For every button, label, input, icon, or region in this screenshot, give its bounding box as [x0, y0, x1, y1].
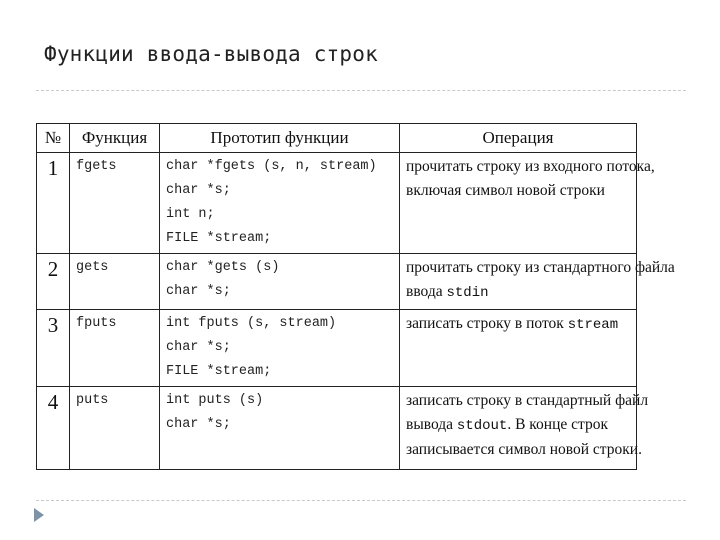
- prototype-line: char *s;: [166, 340, 231, 355]
- slide-title: Функции ввода-вывода строк: [44, 42, 378, 66]
- prototype-line: char *s;: [166, 417, 231, 432]
- operation-line: включая символ новой строки: [406, 182, 605, 199]
- operation-text: вывода: [406, 416, 457, 433]
- operation-line: [406, 413, 630, 438]
- top-divider: [36, 90, 686, 91]
- table-header-row: [37, 124, 637, 153]
- table-row: [37, 310, 637, 387]
- header-function: Функция: [70, 124, 160, 153]
- operation-description: [400, 153, 655, 254]
- operation-text: записать строку в поток: [406, 315, 568, 332]
- prototype-line: int puts (s): [166, 393, 264, 408]
- function-prototype: [160, 254, 400, 310]
- operation-line: записывается символ новой строки.: [406, 441, 642, 458]
- operation-line: прочитать строку из стандартного файла: [406, 259, 675, 276]
- row-number: 2: [37, 254, 70, 310]
- operation-code: stdout: [456, 418, 508, 434]
- triangle-bullet-icon: [34, 508, 44, 522]
- row-number: 4: [37, 387, 70, 470]
- prototype-line: char *gets (s): [166, 260, 280, 275]
- operation-line: [406, 312, 630, 337]
- operation-code: stream: [567, 317, 619, 333]
- header-operation: Операция: [400, 124, 637, 153]
- operation-description: [400, 387, 649, 470]
- table-row: [37, 387, 637, 470]
- operation-line: записать строку в стандартный файл: [406, 392, 649, 409]
- header-prototype: Прототип функции: [160, 124, 400, 153]
- row-number: 1: [37, 153, 70, 254]
- bottom-divider: [36, 500, 686, 501]
- function-name: puts: [70, 387, 160, 470]
- operation-description: [400, 310, 637, 387]
- function-name: fputs: [70, 310, 160, 387]
- operation-text: . В конце строк: [507, 416, 608, 433]
- row-number: 3: [37, 310, 70, 387]
- prototype-line: FILE *stream;: [166, 364, 272, 379]
- function-prototype: [160, 387, 400, 470]
- operation-description: [400, 254, 675, 310]
- header-num: №: [37, 124, 70, 153]
- functions-table: [36, 123, 675, 470]
- operation-code: stdin: [446, 285, 489, 301]
- operation-text: ввода: [406, 283, 447, 300]
- prototype-line: char *s;: [166, 183, 231, 198]
- function-name: gets: [70, 254, 160, 310]
- table-row: [37, 153, 637, 254]
- prototype-line: int fputs (s, stream): [166, 316, 337, 331]
- table-row: [37, 254, 637, 310]
- function-name: fgets: [70, 153, 160, 254]
- operation-line: прочитать строку из входного потока,: [406, 158, 655, 175]
- prototype-line: int n;: [166, 207, 215, 222]
- prototype-line: char *s;: [166, 284, 231, 299]
- prototype-line: FILE *stream;: [166, 231, 272, 246]
- function-prototype: [160, 153, 400, 254]
- operation-line: [406, 280, 630, 305]
- prototype-line: char *fgets (s, n, stream): [166, 159, 377, 174]
- function-prototype: [160, 310, 400, 387]
